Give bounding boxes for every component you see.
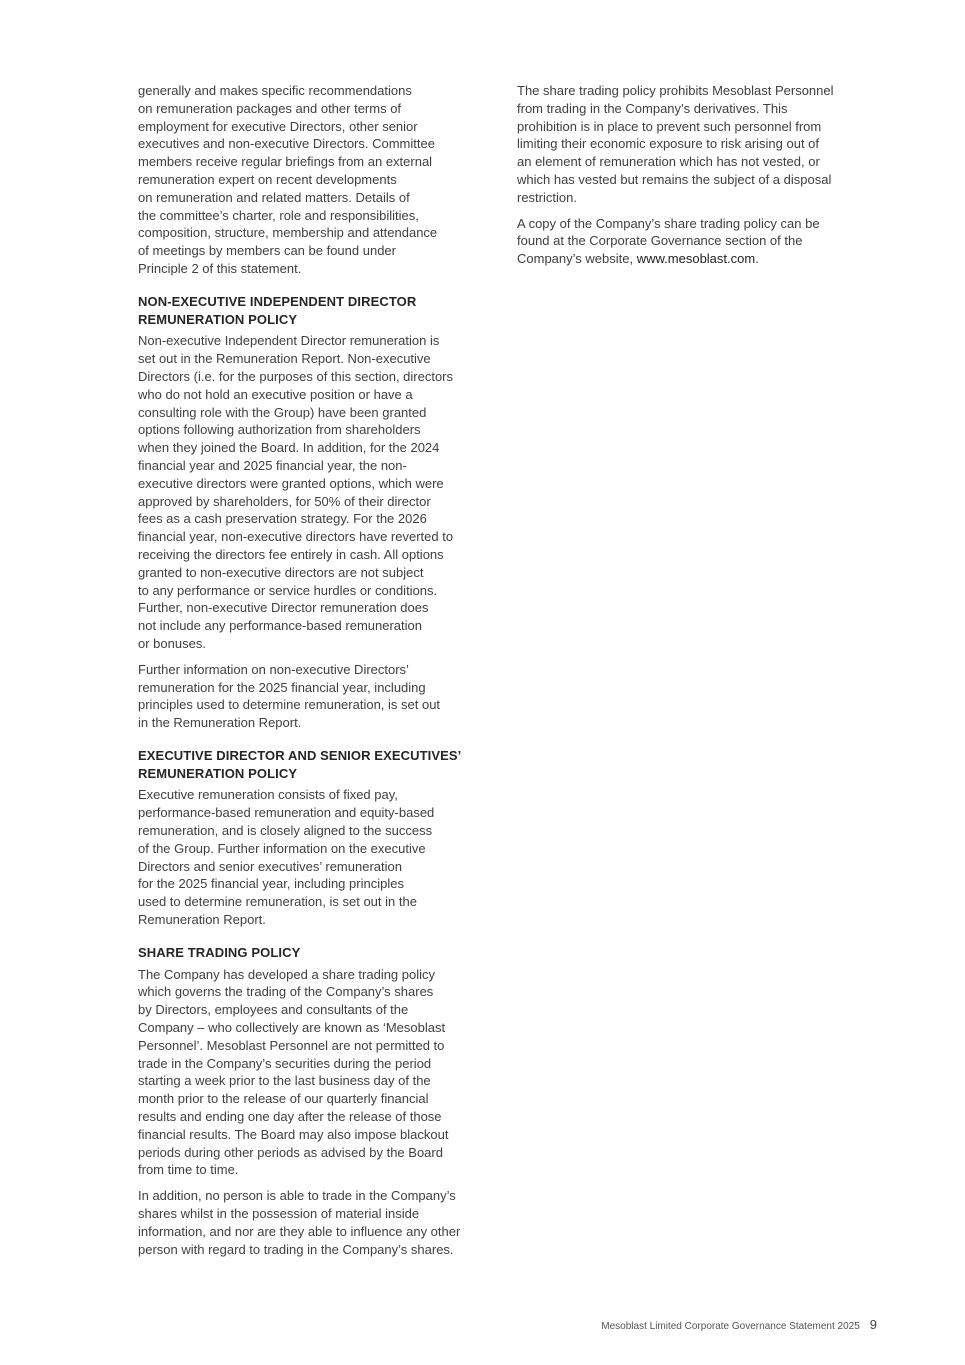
page-footer <box>601 1318 877 1334</box>
section-heading-non-executive-remuneration: NON-EXECUTIVE INDEPENDENT DIRECTOR REMUNERATION POLICY <box>138 293 417 327</box>
left-column <box>138 82 498 1266</box>
policy-copy-suffix: . <box>755 251 759 267</box>
website-link[interactable]: www.mesoblast.com <box>636 251 756 267</box>
non-executive-remuneration-paragraph-1: Non-executive Independent Director remuneration is set out in the Remuneration Report. Non-executive Directors (i.e. for the purposes of this section, directors who do not hold an executive position or have a consulting role with the Group) have been granted options following authorization from shareholders when they joined the Board. In addition, for the 2024 financial year and 2025 financial year, the non- executive directors were granted options, which were approved by shareholders, for 50% of their director fees as a cash preservation strategy. For the 2026 financial year, non-executive directors have reverted to receiving the directors fee entirely in cash. All options granted to non-executive directors are not subject to any performance or service hurdles or conditions. Further, non-executive Director remuneration does not include any performance-based remuneration or bonuses. <box>138 333 454 651</box>
policy-copy-text: A copy of the Company’s share trading policy can be found at the Corporate Governance section of the Company’s website, <box>517 215 820 267</box>
footer-document-title: Mesoblast Limited Corporate Governance Statement 2025 <box>601 1321 860 1332</box>
derivatives-paragraph: The share trading policy prohibits Mesoblast Personnel from trading in the Company’s derivatives. This prohibition is in place to prevent such personnel from limiting their economic exposure to risk arising out of an element of remuneration which has not vested, or which has vested but remains the subject of a disposal restriction. <box>517 83 834 205</box>
page-number: 9 <box>869 1317 877 1332</box>
policy-copy-paragraph <box>517 215 877 268</box>
right-column <box>517 82 877 276</box>
share-trading-paragraph-1: The Company has developed a share trading policy which governs the trading of the Company’s shares by Directors, employees and consultants of the Company – who collectively are known as ‘Mesoblast Personnel’. Mesoblast Personnel are not permitted to trade in the Company’s securities during the period starting a week prior to the last business day of the month prior to the release of our quarterly financial results and ending one day after the release of those financial results. The Board may also impose blackout periods during other periods as advised by the Board from time to time. <box>138 966 449 1178</box>
intro-paragraph: generally and makes specific recommendations on remuneration packages and other terms of employment for executive Directors, other senior executives and non-executive Directors. Committee members receive regular briefings from an external remuneration expert on recent developments on remuneration and related matters. Details of the committee’s charter, role and responsibilities, composition, structure, membership and attendance of meetings by members can be found under Principle 2 of this statement. <box>138 83 438 276</box>
share-trading-paragraph-2: In addition, no person is able to trade in the Company’s shares whilst in the possession of material inside information, and nor are they able to influence any other person with regard to trading in the Company’s shares. <box>138 1188 461 1257</box>
non-executive-remuneration-paragraph-2: Further information on non-executive Directors’ remuneration for the 2025 financial year, including principles used to determine remuneration, is set out in the Remuneration Report. <box>138 661 441 731</box>
executive-remuneration-paragraph: Executive remuneration consists of fixed pay, performance-based remuneration and equity-based remuneration, and is closely aligned to the success of the Group. Further information on the executive Directors and senior executives’ remuneration for the 2025 financial year, including principles used to determine remuneration, is set out in the Remuneration Report. <box>138 787 435 928</box>
section-heading-share-trading-policy: SHARE TRADING POLICY <box>138 944 301 960</box>
section-heading-executive-remuneration: EXECUTIVE DIRECTOR AND SENIOR EXECUTIVES’ REMUNERATION POLICY <box>138 747 462 781</box>
